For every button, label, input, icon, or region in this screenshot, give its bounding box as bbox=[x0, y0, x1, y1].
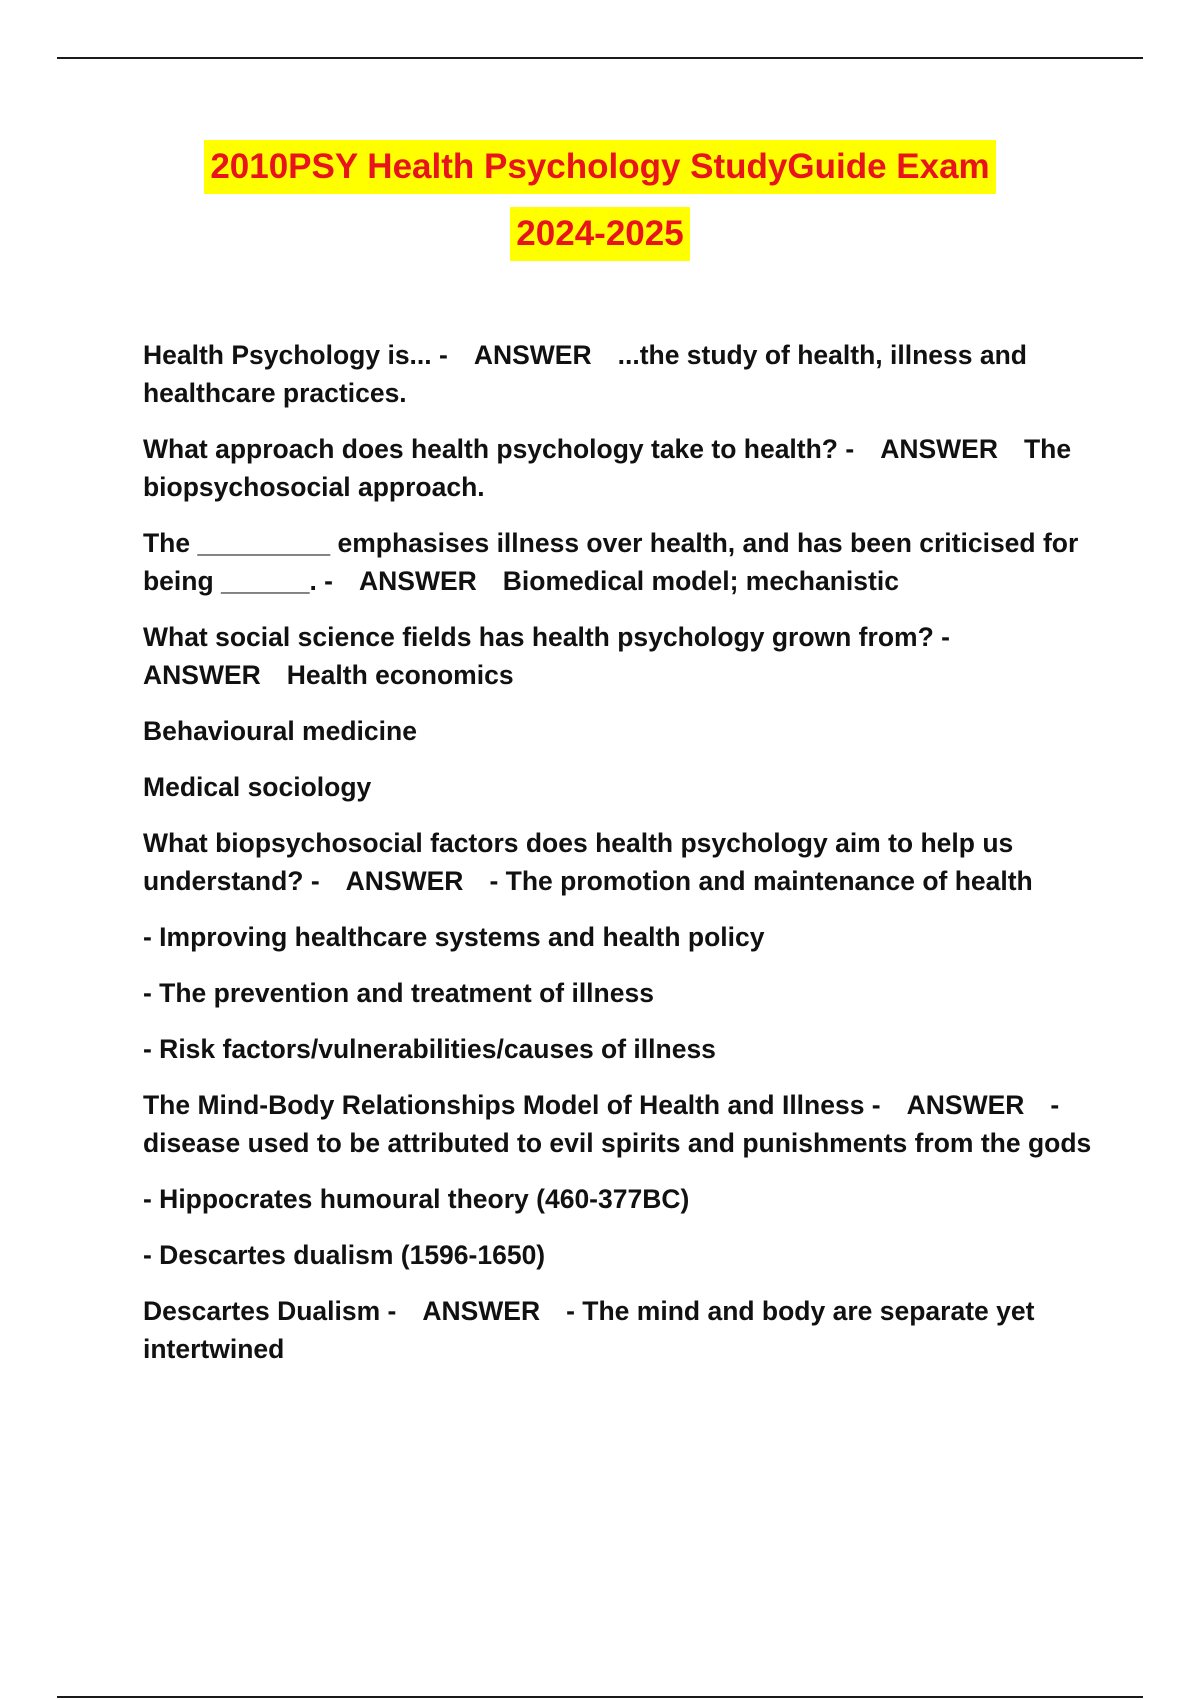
text-paragraph: - Improving healthcare systems and health policy bbox=[143, 922, 765, 952]
text-paragraph: Behavioural medicine bbox=[143, 716, 417, 746]
text-paragraph: - Risk factors/vulnerabilities/causes of illness bbox=[143, 1034, 716, 1064]
document-body bbox=[143, 336, 1093, 1386]
document-title bbox=[0, 140, 1200, 270]
title-line-2: 2024-2025 bbox=[510, 207, 689, 261]
question-text: What biopsychosocial factors does health psychology aim to help us understand? - bbox=[143, 828, 1014, 896]
text-paragraph: - Descartes dualism (1596-1650) bbox=[143, 1240, 546, 1270]
top-rule bbox=[57, 57, 1143, 59]
qa-paragraph bbox=[143, 430, 1093, 506]
answer-label: ANSWER bbox=[473, 340, 592, 370]
answer-text: - disease used to be attributed to evil spirits and punishments from the gods bbox=[143, 1090, 1092, 1158]
qa-paragraph bbox=[143, 1086, 1093, 1162]
answer-text: - The promotion and maintenance of health bbox=[489, 866, 1033, 896]
title-line-1: 2010PSY Health Psychology StudyGuide Exam bbox=[204, 140, 995, 194]
qa-paragraph bbox=[143, 618, 1093, 694]
answer-text: Biomedical model; mechanistic bbox=[502, 566, 899, 596]
answer-label: ANSWER bbox=[345, 866, 464, 896]
answer-label: ANSWER bbox=[906, 1090, 1025, 1120]
answer-text: Health economics bbox=[286, 660, 514, 690]
answer-label: ANSWER bbox=[143, 660, 261, 690]
bottom-rule bbox=[57, 1696, 1143, 1698]
qa-paragraph bbox=[143, 824, 1093, 900]
answer-label: ANSWER bbox=[359, 566, 477, 596]
answer-text: - The mind and body are separate yet intertwined bbox=[143, 1296, 1035, 1364]
qa-paragraph bbox=[143, 1292, 1093, 1368]
question-text: The _________ emphasises illness over health, and has been criticised for being ______. - bbox=[143, 528, 1079, 596]
question-text: Descartes Dualism - bbox=[143, 1296, 397, 1326]
question-text: What social science fields has health psychology grown from? - bbox=[143, 622, 950, 652]
answer-label: ANSWER bbox=[422, 1296, 541, 1326]
question-text: What approach does health psychology take to health? - bbox=[143, 434, 855, 464]
qa-paragraph bbox=[143, 336, 1093, 412]
question-text: The Mind-Body Relationships Model of Health and Illness - bbox=[143, 1090, 881, 1120]
answer-label: ANSWER bbox=[880, 434, 998, 464]
answer-text: The biopsychosocial approach. bbox=[143, 434, 1072, 502]
text-paragraph: Medical sociology bbox=[143, 772, 372, 802]
text-paragraph: - The prevention and treatment of illness bbox=[143, 978, 654, 1008]
text-paragraph: - Hippocrates humoural theory (460-377BC) bbox=[143, 1184, 690, 1214]
question-text: Health Psychology is... - bbox=[143, 340, 448, 370]
answer-text: ...the study of health, illness and healthcare practices. bbox=[143, 340, 1027, 408]
qa-paragraph bbox=[143, 524, 1093, 600]
